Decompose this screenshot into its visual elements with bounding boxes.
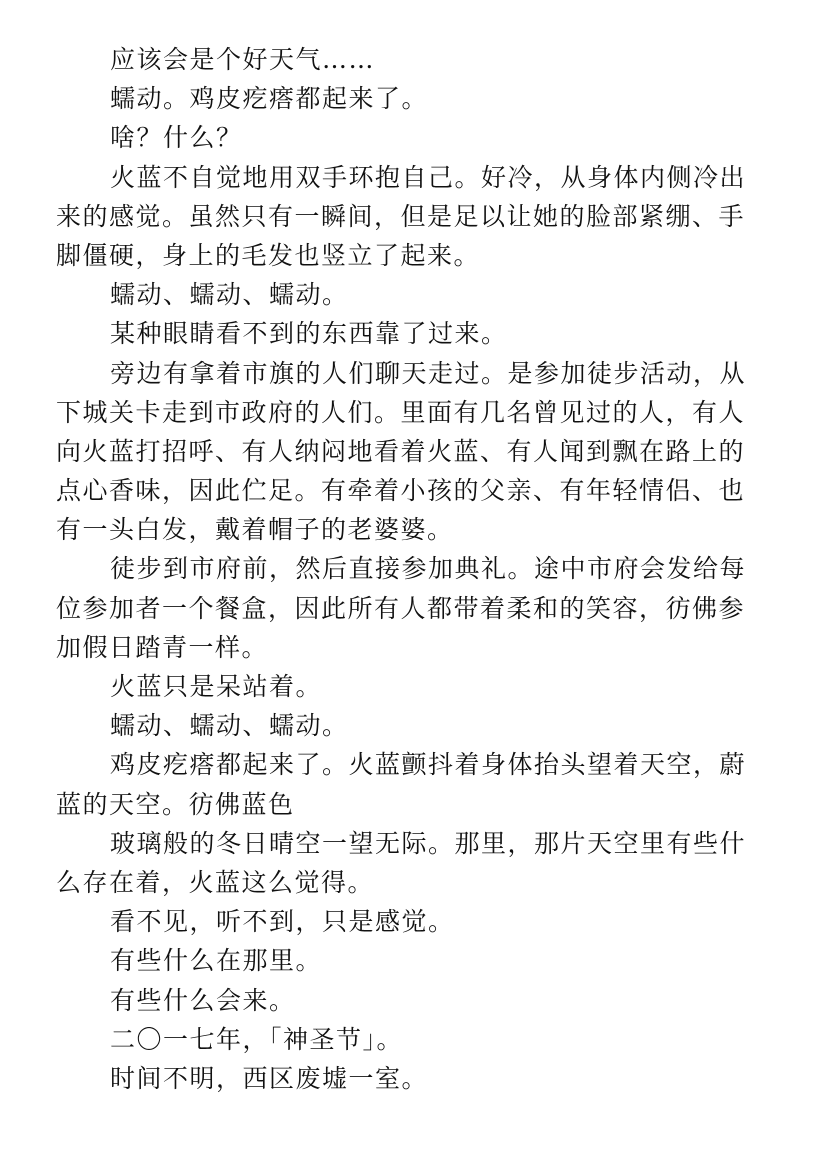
text-line-3: 啥？什么？ [110, 123, 243, 153]
text-line-15: 位参加者一个餐盒，因此所有人都带着柔和的笑容，彷佛参 [56, 593, 746, 623]
text-line-4: 火蓝不自觉地用双手环抱自己。好冷，从身体内侧冷出 [110, 162, 747, 192]
text-line-10: 下城关卡走到市政府的人们。里面有几名曾见过的人，有人 [56, 397, 746, 427]
text-line-8: 某种眼睛看不到的东西靠了过来。 [110, 319, 508, 349]
text-line-21: 玻璃般的冬日晴空一望无际。那里，那片天空里有些什 [110, 828, 747, 858]
text-line-7: 蠕动、蠕动、蠕动。 [110, 280, 349, 310]
text-line-23: 看不见，听不到，只是感觉。 [110, 907, 455, 937]
text-line-1: 应该会是个好天气…… [110, 45, 376, 74]
text-line-13: 有一头白发，戴着帽子的老婆婆。 [56, 515, 454, 545]
text-line-25: 有些什么会来。 [110, 985, 296, 1015]
text-line-22: 么存在着，火蓝这么觉得。 [56, 867, 375, 897]
text-line-12: 点心香味，因此伫足。有牵着小孩的父亲、有年轻情侣、也 [56, 476, 746, 506]
text-line-2: 蠕动。鸡皮疙瘩都起来了。 [110, 84, 429, 114]
text-line-6: 脚僵硬，身上的毛发也竖立了起来。 [56, 240, 481, 270]
text-line-11: 向火蓝打招呼、有人纳闷地看着火蓝、有人闻到飘在路上的 [56, 436, 746, 466]
text-line-9: 旁边有拿着市旗的人们聊天走过。是参加徒步活动，从 [110, 358, 747, 388]
text-line-20: 蓝的天空。彷佛蓝色 [56, 789, 295, 819]
text-line-5: 来的感觉。虽然只有一瞬间，但是足以让她的脸部紧绷、手 [56, 201, 746, 231]
text-line-27: 时间不明，西区废墟一室。 [110, 1063, 429, 1093]
text-line-18: 蠕动、蠕动、蠕动。 [110, 711, 349, 741]
text-line-16: 加假日踏青一样。 [56, 632, 269, 662]
text-line-17: 火蓝只是呆站着。 [110, 672, 323, 701]
text-line-24: 有些什么在那里。 [110, 946, 323, 976]
text-line-14: 徒步到市府前，然后直接参加典礼。途中市府会发给每 [110, 554, 747, 584]
text-line-19: 鸡皮疙瘩都起来了。火蓝颤抖着身体抬头望着天空，蔚 [110, 750, 747, 780]
document-page [56, 40, 776, 1098]
text-line-26: 二〇一七年，「神圣节」。 [110, 1024, 404, 1054]
